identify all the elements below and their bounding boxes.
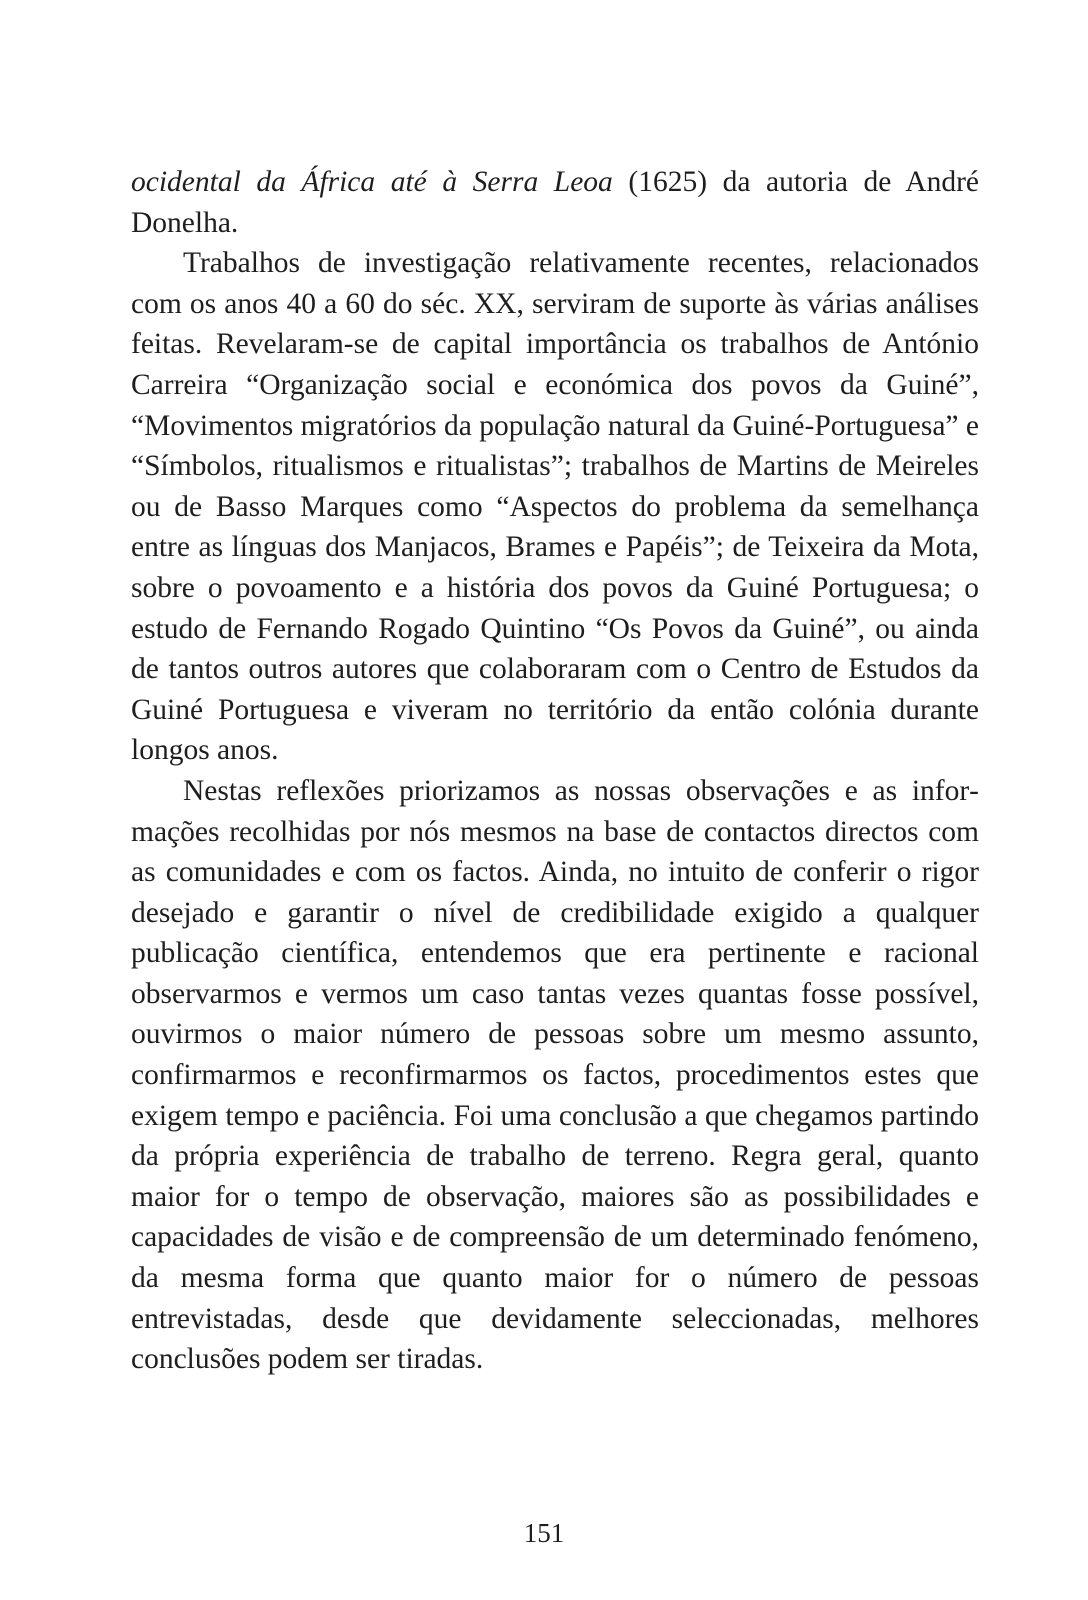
page-number: 151 bbox=[523, 1518, 565, 1548]
paragraph-text: (1625) da autoria de André Donelha. bbox=[131, 166, 979, 239]
paragraph-continuation bbox=[131, 162, 979, 243]
body-text bbox=[131, 162, 979, 1380]
paragraph-sources bbox=[131, 243, 979, 771]
paragraph-method bbox=[131, 771, 979, 1380]
paragraph-text: Nestas reflexões priorizamos as nossas observações e as informações recolhidas por nós mesmos na base de contactos directos com as comunidades e com os factos. Ainda, no intuito de conferir o rigor desejado e garantir o nível de credibilidade exigido a qualquer publicação científica, entendemos que era pertinente e racional observarmos e vermos um caso tantas vezes quantas fosse possível, ouvirmos o maior número de pessoas sobre um mesmo assunto, confirmarmos e reconfirmarmos os factos, procedimentos estes que exigem tempo e paciência. Foi uma conclusão a que chegamos partindo da própria experiência de trabalho de terreno. Regra geral, quanto maior for o tempo de observação, maiores são as possibilidades e capacidades de visão e de compreensão de um determinado fenómeno, da mesma forma que quanto maior for o número de pessoas entrevistadas, desde que devidamente seleccionadas, melhores conclusões podem ser tiradas. bbox=[131, 774, 979, 1376]
book-title-italic: ocidental da África até à Serra Leoa bbox=[131, 166, 613, 198]
paragraph-text: Trabalhos de investigação relativamente recentes, relacionados com os anos 40 a 60 do séc. XX, serviram de suporte às várias análises feitas. Revelaram-se de capital importância os trabalhos de António Carreira “Organização social e económica dos povos da Guiné”, “Movimentos migratórios da população natural da Guiné-Portuguesa” e “Símbolos, ritualismos e ritualistas”; trabalhos de Martins de Meireles ou de Basso Marques como “Aspectos do problema da semelhança entre as línguas dos Manjacos, Brames e Papéis”; de Teixeira da Mota, sobre o povoamento e a história dos povos da Guiné Portuguesa; o estudo de Fernando Rogado Quintino “Os Povos da Guiné”, ou ainda de tantos outros autores que colaboraram com o Centro de Estudos da Guiné Portuguesa e viveram no território da então colónia durante longos anos. bbox=[131, 247, 979, 767]
